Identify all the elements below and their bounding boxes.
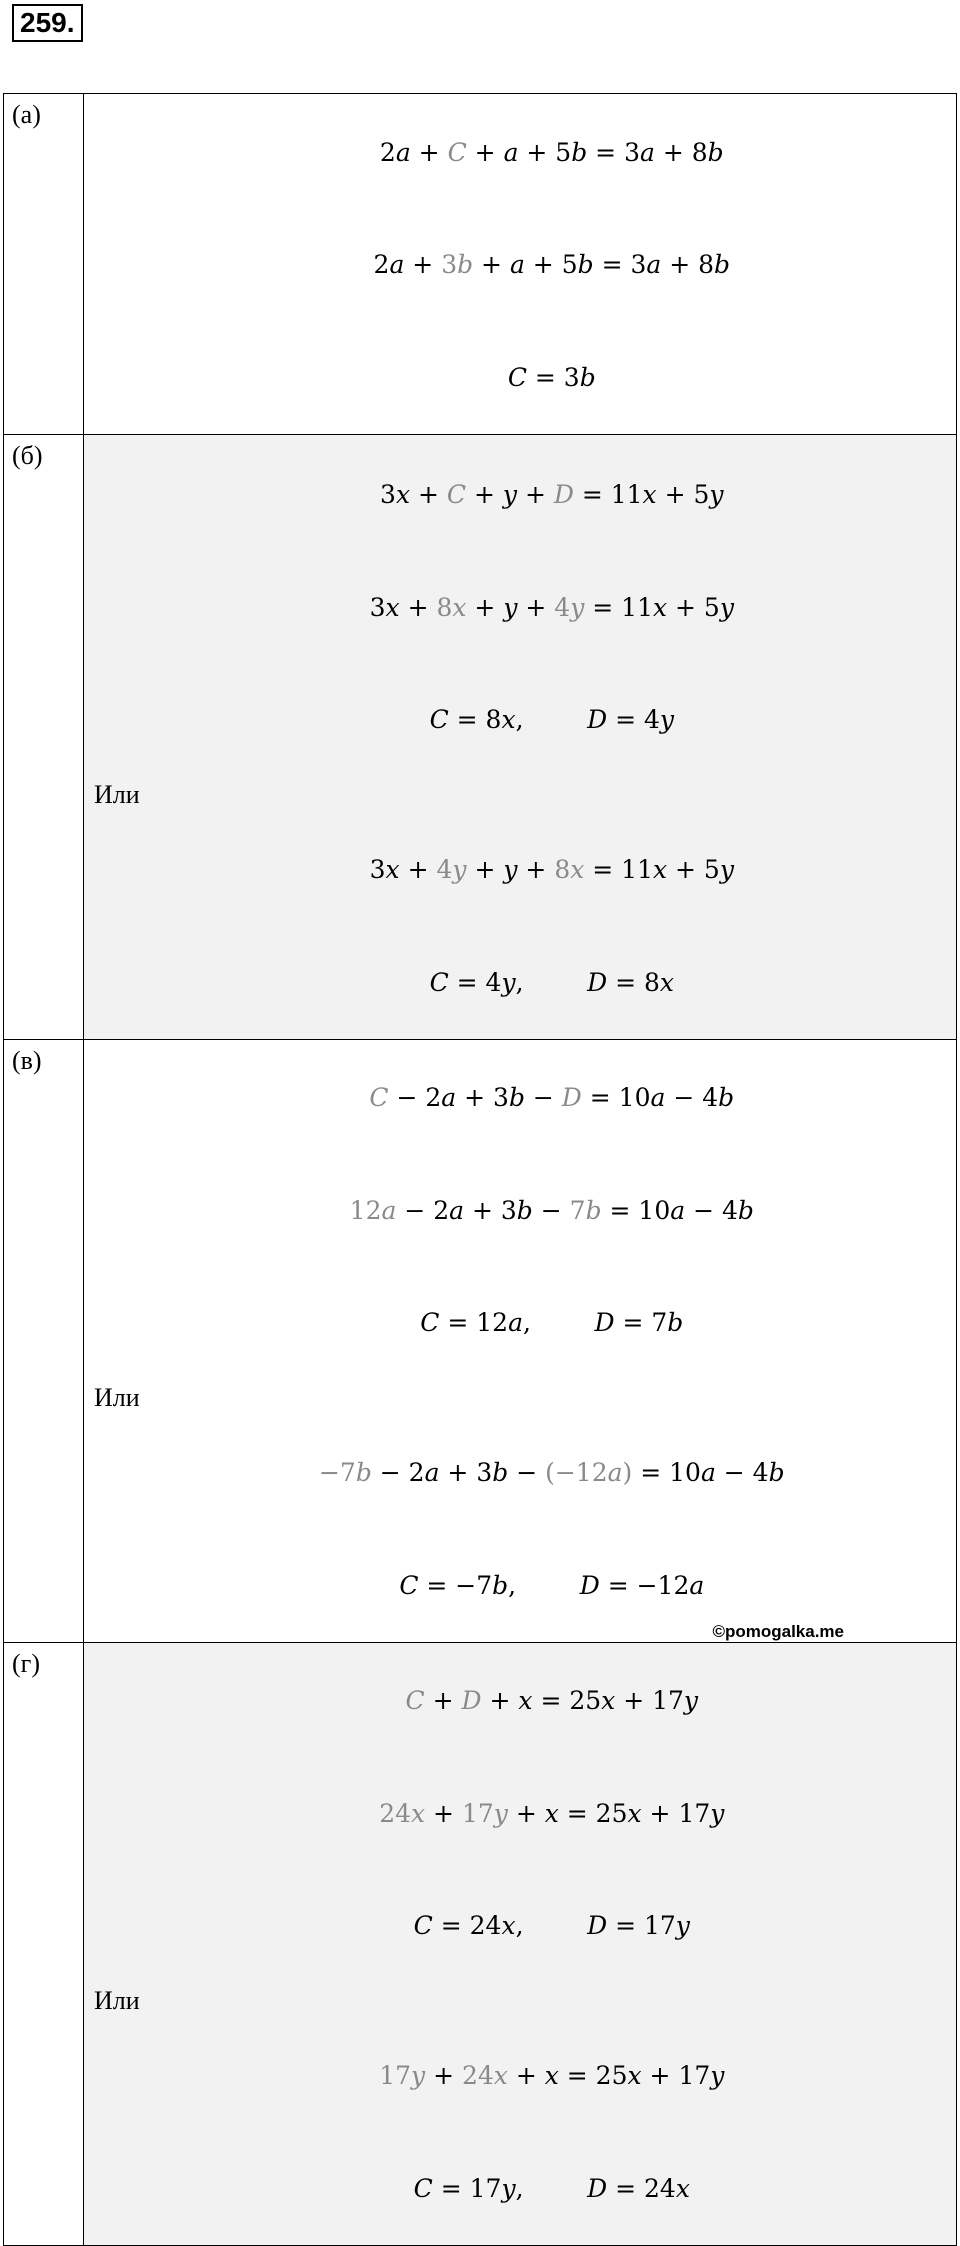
solution-table xyxy=(3,93,957,2246)
watermark: ©pomogalka.me xyxy=(712,1621,844,1641)
equation: C − 2a + 3b − D = 10a − 4b xyxy=(369,1083,735,1112)
equation: 3x + C + y + D = 11x + 5y xyxy=(380,480,724,509)
equation: C = 3b xyxy=(507,362,596,392)
or-label: Или xyxy=(94,1986,140,2015)
row-content xyxy=(84,94,957,435)
or-label: Или xyxy=(94,1383,140,1412)
row-g xyxy=(4,1642,957,2245)
problem-number: 259. xyxy=(12,4,83,42)
equation: 2a + 3b + a + 5b = 3a + 8b xyxy=(373,250,731,279)
equation: 3x + 4y + y + 8x = 11x + 5y xyxy=(369,855,734,884)
equation: 2a + C + a + 5b = 3a + 8b xyxy=(379,137,724,167)
row-content xyxy=(84,434,957,1039)
equation: −7b − 2a + 3b − (−12a) = 10a − 4b xyxy=(318,1458,785,1487)
equation: C = −7b, D = −12a xyxy=(399,1570,705,1600)
equation: C = 8x, D = 4y xyxy=(429,705,675,734)
row-content xyxy=(84,1039,957,1642)
equation: 24x + 17y + x = 25x + 17y xyxy=(379,1798,725,1828)
equation: C = 4y, D = 8x xyxy=(429,967,675,997)
row-label: (а) xyxy=(4,94,84,435)
equation: C = 12a, D = 7b xyxy=(420,1308,684,1337)
row-content xyxy=(84,1642,957,2245)
equation: C + D + x = 25x + 17y xyxy=(405,1686,699,1715)
equation: 17y + 24x + x = 25x + 17y xyxy=(379,2061,725,2090)
equation: 3x + 8x + y + 4y = 11x + 5y xyxy=(369,592,734,622)
row-label: (в) xyxy=(4,1039,84,1642)
row-label: (г) xyxy=(4,1642,84,2245)
equation: 12a − 2a + 3b − 7b = 10a − 4b xyxy=(349,1195,754,1225)
row-a xyxy=(4,94,957,435)
equation: C = 17y, D = 24x xyxy=(413,2173,690,2203)
row-label: (б) xyxy=(4,434,84,1039)
row-v xyxy=(4,1039,957,1642)
equation: C = 24x, D = 17y xyxy=(413,1911,690,1940)
or-label: Или xyxy=(94,780,140,809)
row-b xyxy=(4,434,957,1039)
